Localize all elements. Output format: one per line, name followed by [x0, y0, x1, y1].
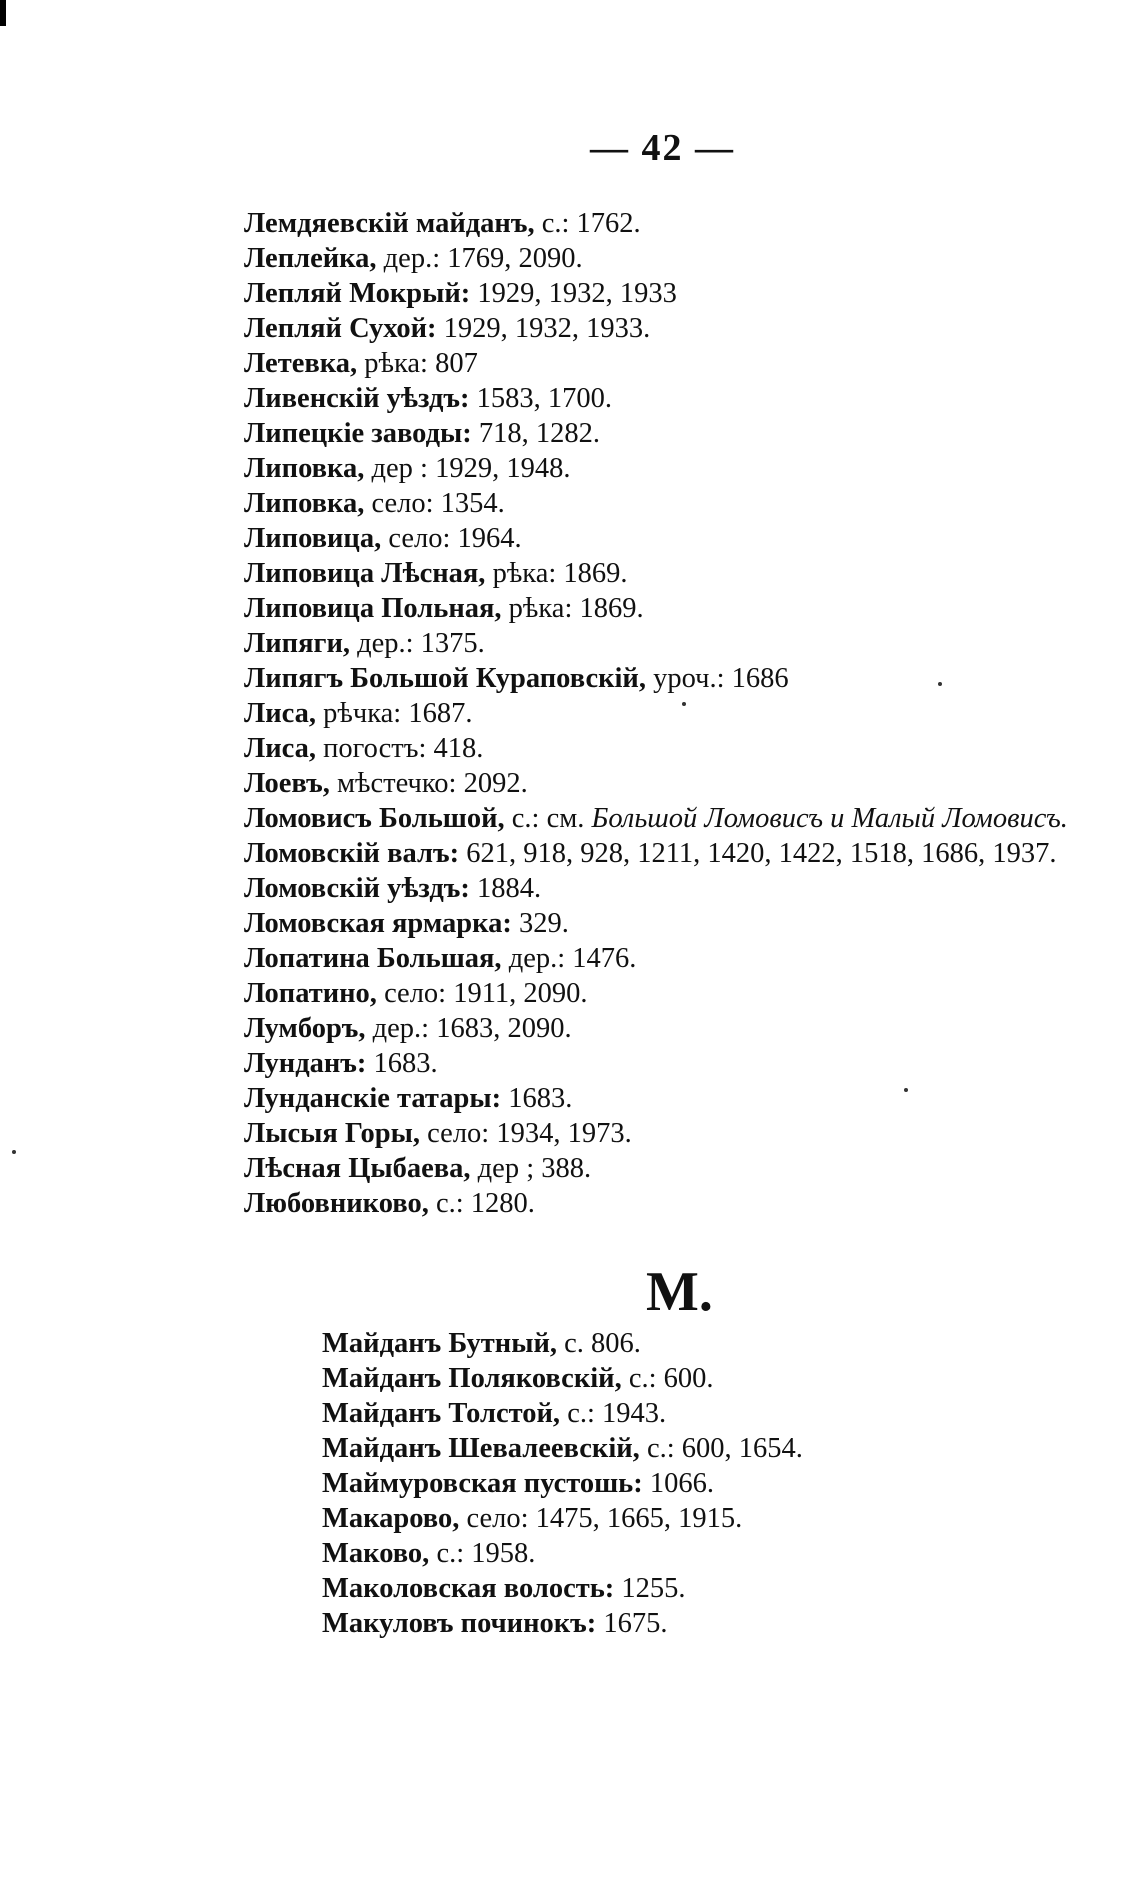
index-section-l: [244, 206, 1096, 1221]
entry-refs: село: 1911, 2090.: [376, 978, 588, 1009]
entry-refs: дер.: 1476.: [501, 943, 637, 974]
index-entry: [244, 661, 1096, 696]
entry-term: Лоевъ,: [244, 768, 330, 799]
scan-speck: [904, 1088, 908, 1092]
entry-term: Майданъ Бутный,: [322, 1328, 557, 1359]
entry-term: Липяги,: [244, 628, 350, 659]
index-entry: [322, 1466, 1082, 1501]
index-entry-lomovskiy-val: [174, 836, 1096, 871]
index-entry: [322, 1361, 1082, 1396]
entry-refs: с.: 1762.: [534, 208, 641, 239]
index-entry: [244, 1081, 1096, 1116]
index-entry: [244, 556, 1096, 591]
index-entry: [244, 1151, 1096, 1186]
cross-reference: Большой Ломовисъ и Малый Ломовисъ.: [591, 803, 1068, 834]
entry-refs: дер.: 1683, 2090.: [365, 1013, 572, 1044]
entry-refs: уроч.: 1686: [645, 663, 789, 694]
entry-term: Лемдяевскій майданъ,: [244, 208, 535, 239]
entry-term: Лиса,: [244, 733, 317, 764]
entry-term: Ломовскій уѣздъ:: [244, 873, 470, 904]
entry-refs: дер : 1929, 1948.: [364, 453, 571, 484]
entry-term: Маймуровская пустошь:: [322, 1468, 643, 1499]
entry-term: Майданъ Шевалеевскій,: [322, 1433, 640, 1464]
entry-term: Леплейка,: [244, 243, 377, 274]
entry-refs: 329.: [511, 908, 569, 939]
index-entry: [244, 521, 1096, 556]
index-entry: [322, 1536, 1082, 1571]
entry-term: Ломовская ярмарка:: [244, 908, 512, 939]
entry-refs: рѣка: 807: [357, 348, 478, 379]
entry-term: Ломовскій валъ:: [244, 838, 460, 869]
index-entry: [322, 1606, 1082, 1641]
index-entry: [322, 1501, 1082, 1536]
entry-refs: 1066.: [642, 1468, 714, 1499]
entry-refs: 1683.: [366, 1048, 438, 1079]
entry-term: Лопатино,: [244, 978, 377, 1009]
entry-refs: село: 1354.: [364, 488, 505, 519]
index-entry: [244, 906, 1096, 941]
index-entry: [244, 311, 1096, 346]
entry-term: Майданъ Поляковскій,: [322, 1363, 622, 1394]
scan-speck: [682, 702, 686, 706]
entry-refs: рѣка: 1869.: [485, 558, 628, 589]
entry-term: Ливенскій уѣздъ:: [244, 383, 470, 414]
index-entry: [244, 626, 1096, 661]
entry-refs: с.: 1280.: [428, 1188, 535, 1219]
index-entry: [244, 206, 1096, 241]
entry-term: Лунданскіе татары:: [244, 1083, 502, 1114]
entry-term: Макарово,: [322, 1503, 460, 1534]
entry-term: Липягъ Большой Кураповскій,: [244, 663, 646, 694]
entry-refs: рѣчка: 1687.: [316, 698, 473, 729]
index-entry: [244, 1116, 1096, 1151]
entry-term: Лумборъ,: [244, 1013, 366, 1044]
entry-refs: 1675.: [596, 1608, 668, 1639]
entry-term: Маколовская волость:: [322, 1573, 615, 1604]
entry-refs: село: 1934, 1973.: [420, 1118, 632, 1149]
entry-refs: рѣка: 1869.: [501, 593, 644, 624]
entry-refs: село: 1475, 1665, 1915.: [459, 1503, 743, 1534]
index-section-m: [322, 1326, 1082, 1641]
entry-term: Липовица Лѣсная,: [244, 558, 486, 589]
index-entry: [244, 486, 1096, 521]
entry-refs: 1683.: [501, 1083, 573, 1114]
index-entry: [244, 871, 1096, 906]
index-entry: [244, 941, 1096, 976]
entry-refs: мѣстечко: 2092.: [329, 768, 528, 799]
index-entry: [244, 346, 1096, 381]
entry-refs: дер.: 1375.: [349, 628, 485, 659]
index-entry: [244, 1186, 1096, 1221]
index-entry: [244, 591, 1096, 626]
entry-refs: 1929, 1932, 1933.: [436, 313, 651, 344]
entry-refs: с.: см.: [504, 803, 592, 834]
page-number: — 42 —: [590, 127, 735, 169]
scan-edge-mark: [0, 0, 6, 26]
entry-term: Липовка,: [244, 488, 365, 519]
entry-term: Майданъ Толстой,: [322, 1398, 561, 1429]
entry-refs: 1929, 1932, 1933: [470, 278, 677, 309]
index-entry: [244, 416, 1096, 451]
entry-term: Лепляй Сухой:: [244, 313, 437, 344]
index-entry: [244, 276, 1096, 311]
entry-refs: с.: 600.: [621, 1363, 714, 1394]
entry-refs: дер.: 1769, 2090.: [376, 243, 583, 274]
entry-term: Любовниково,: [244, 1188, 429, 1219]
entry-refs: село: 1964.: [381, 523, 522, 554]
section-letter-heading: М.: [646, 1261, 713, 1323]
index-entry: [322, 1326, 1082, 1361]
entry-term: Летевка,: [244, 348, 358, 379]
index-entry: [322, 1431, 1082, 1466]
entry-refs: дер ; 388.: [470, 1153, 592, 1184]
index-entry: [244, 976, 1096, 1011]
index-entry-lomovis: [174, 801, 1096, 836]
entry-refs: 621, 918, 928, 1211, 1420, 1422, 1518, 1686, 1937.: [459, 838, 1057, 869]
entry-term: Липовка,: [244, 453, 365, 484]
scan-speck: [12, 1150, 16, 1154]
index-entry: [244, 451, 1096, 486]
entry-term: Лысыя Горы,: [244, 1118, 421, 1149]
index-entry: [244, 1011, 1096, 1046]
index-entry: [244, 381, 1096, 416]
entry-refs: 718, 1282.: [471, 418, 600, 449]
entry-refs: погостъ: 418.: [316, 733, 484, 764]
entry-refs: 1583, 1700.: [469, 383, 612, 414]
index-entry: [244, 731, 1096, 766]
index-entry: [244, 766, 1096, 801]
entry-term: Липовица,: [244, 523, 382, 554]
entry-refs: с.: 600, 1654.: [639, 1433, 803, 1464]
entry-refs: с.: 1958.: [429, 1538, 536, 1569]
scan-speck: [938, 682, 942, 686]
entry-term: Макуловъ починокъ:: [322, 1608, 597, 1639]
entry-term: Ломовисъ Большой,: [244, 803, 505, 834]
entry-term: Лиса,: [244, 698, 317, 729]
index-entry: [322, 1571, 1082, 1606]
entry-refs: 1255.: [614, 1573, 686, 1604]
entry-term: Лопатина Большая,: [244, 943, 502, 974]
entry-term: Лѣсная Цыбаева,: [244, 1153, 471, 1184]
entry-refs: 1884.: [469, 873, 542, 904]
entry-refs: с.: 1943.: [560, 1398, 667, 1429]
index-entry: [322, 1396, 1082, 1431]
entry-term: Липовица Польная,: [244, 593, 502, 624]
index-entry: [244, 1046, 1096, 1081]
index-entry: [244, 696, 1096, 731]
entry-term: Лепляй Мокрый:: [244, 278, 471, 309]
entry-term: Липецкіе заводы:: [244, 418, 472, 449]
entry-term: Лунданъ:: [244, 1048, 367, 1079]
entry-refs: с. 806.: [557, 1328, 641, 1359]
entry-term: Маково,: [322, 1538, 430, 1569]
index-entry: [244, 241, 1096, 276]
